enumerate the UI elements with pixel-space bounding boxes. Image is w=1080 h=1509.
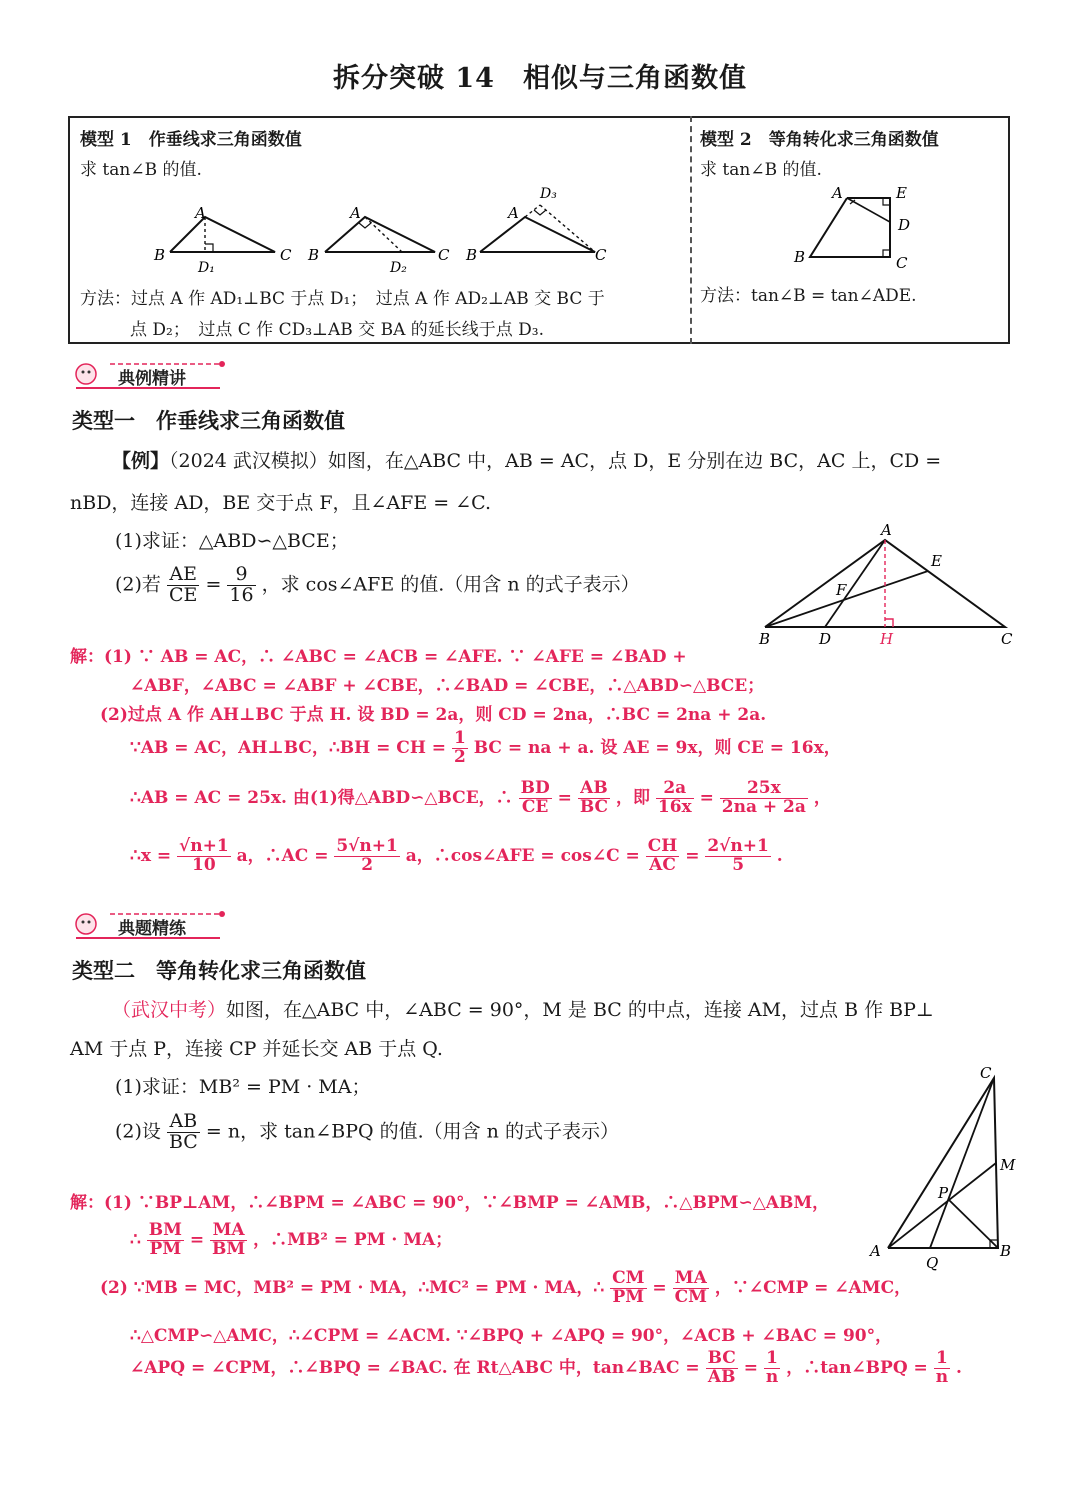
problem2-source: （武汉中考） (112, 999, 227, 1021)
m1f2-label-B: B (308, 246, 320, 264)
m2-label-B: B (794, 248, 806, 266)
sol1-frac-ab-bc (578, 780, 610, 817)
ex-label-D: D (819, 630, 832, 648)
m1f1-label-C: C (280, 246, 292, 264)
q2-frac2-den: 16 (229, 583, 254, 606)
frac-den: 2 (453, 746, 466, 767)
m1f3-label-C: C (595, 246, 607, 264)
frac-den: PM (149, 1238, 182, 1259)
sol1-l6a: ∴x = (130, 845, 172, 866)
sol2-line5 (130, 1350, 962, 1387)
ex-label-H: H (880, 630, 894, 648)
example-tag: 【例】 (112, 450, 170, 472)
p2-label-B: B (1000, 1242, 1012, 1260)
ex-label-C: C (1001, 630, 1013, 648)
example-figure (755, 520, 1035, 650)
sol2-line1: 解：(1) ∵BP⊥AM，∴∠BPM = ∠ABC = 90°，∵∠BMP = ∠AMB，∴△BPM∽△ABM， (70, 1193, 830, 1213)
frac-num: √n+1 (179, 836, 229, 856)
frac-num: BD (520, 778, 550, 798)
sol1-line3: (2)过点 A 作 AH⊥BC 于点 H. 设 BD = 2a，则 CD = 2na，∴BC = 2na + 2a. (100, 705, 767, 725)
section1-badge (70, 360, 230, 390)
sol1-l5a: ∴AB = AC = 25x. 由(1)得△ABD∽△BCE，∴ (130, 787, 513, 808)
sol1-frac-2a-16x (656, 780, 694, 817)
model1-figure-3 (465, 186, 607, 264)
frac-num: 5√n+1 (336, 836, 398, 856)
frac-den: 16x (657, 796, 692, 817)
p2-label-P: P (938, 1184, 949, 1202)
q2-pre: (2)设 (115, 1120, 161, 1143)
section1-type-heading: 类型一 作垂线求三角函数值 (72, 408, 345, 433)
model1-heading: 模型 1 作垂线求三角函数值 (80, 130, 302, 150)
model1-prompt: 求 tan∠B 的值. (80, 160, 202, 180)
frac-num: 1 (934, 1350, 950, 1369)
frac-num: BC (707, 1348, 736, 1368)
q2-frac2-num: 9 (227, 565, 255, 586)
m2-label-C: C (896, 254, 908, 272)
sol2-l3b: ，∵∠CMP = ∠AMC， (714, 1277, 912, 1298)
sol1-frac-half (452, 730, 468, 767)
frac-num: AB (578, 780, 610, 799)
sol1-line4 (130, 730, 841, 767)
frac-den: n (765, 1366, 779, 1387)
m1f3-label-B: B (466, 246, 478, 264)
eq: = (189, 1229, 205, 1250)
frac-num: BM (148, 1220, 182, 1240)
model-divider (690, 116, 692, 344)
frac-num: 25x (720, 780, 808, 799)
frac-den: AC (649, 854, 676, 875)
sol2-line3 (100, 1270, 911, 1307)
model1-figures (140, 180, 620, 280)
model2-prompt: 求 tan∠B 的值. (700, 160, 822, 180)
sol1-frac-ch-ac (646, 838, 680, 875)
sol2-l5c: . (956, 1357, 962, 1378)
frac-den: AB (707, 1366, 736, 1387)
frac-num: CH (647, 836, 678, 856)
sol2-frac-ma-cm (673, 1270, 709, 1307)
q2-frac-num: AE (167, 565, 199, 586)
sol2-l2b: ，∴MB² = PM · MA； (253, 1229, 453, 1250)
ex-label-B: B (759, 630, 771, 648)
problem2-q2 (115, 1112, 619, 1153)
section2-badge (70, 910, 230, 940)
p2-label-M: M (1000, 1156, 1016, 1174)
eq: = (685, 845, 700, 866)
sol1-l6c: a，∴cos∠AFE = cos∠C = (405, 845, 640, 866)
problem2-figure (860, 1060, 1030, 1275)
m1f3-label-D3: D₃ (540, 186, 557, 202)
sol2-frac-bm-pm (147, 1222, 184, 1259)
frac-num: 1 (453, 728, 466, 748)
problem2-q1: (1)求证：MB² = PM · MA； (115, 1076, 371, 1098)
m1f2-label-A: A (350, 204, 361, 222)
frac-num: MA (210, 1222, 247, 1241)
model1-method-line2: 点 D₂； 过点 C 作 CD₃⊥AB 交 BA 的延长线于点 D₃. (130, 320, 545, 340)
frac-den: CE (521, 796, 549, 817)
sol1-frac-ac (334, 838, 399, 875)
frac-den: BC (579, 796, 609, 817)
frac-num: 1 (764, 1350, 780, 1369)
sol2-frac-cm-pm (610, 1270, 646, 1307)
sol2-frac-1-n (764, 1350, 780, 1387)
sol2-l2a: ∴ (130, 1229, 141, 1250)
m1f2-label-D2: D₂ (390, 260, 407, 276)
p2-label-Q: Q (926, 1254, 939, 1272)
frac-den: 2na + 2a (721, 796, 806, 817)
ex-label-E: E (931, 552, 942, 570)
example-line2: nBD，连接 AD，BE 交于点 F，且∠AFE = ∠C. (70, 492, 492, 514)
m2-label-D: D (898, 216, 911, 234)
frac-den: 5 (732, 854, 745, 875)
frac-num: MA (673, 1270, 709, 1289)
sol1-line6 (130, 838, 783, 875)
sol1-frac-x (177, 838, 231, 875)
model2-heading: 模型 2 等角转化求三角函数值 (700, 130, 939, 150)
model1-figure-2 (307, 204, 450, 276)
m1f1-label-D1: D₁ (198, 260, 215, 276)
frac-num: 2√n+1 (707, 836, 769, 856)
sol1-l5b: ，即 (615, 787, 650, 808)
m1f1-label-B: B (154, 246, 166, 264)
q2-post: = n，求 tan∠BPQ 的值.（用含 n 的式子表示） (205, 1120, 619, 1143)
example-line1 (112, 446, 941, 473)
model2-method: 方法：tan∠B = tan∠ADE. (700, 286, 917, 306)
sol1-l6b: a，∴AC = (236, 845, 329, 866)
eq: = (699, 787, 714, 808)
eq: = (743, 1357, 758, 1378)
problem2-text1: 如图，在△ABC 中，∠ABC = 90°，M 是 BC 的中点，连接 AM，过点 B 作 BP⊥ (226, 999, 934, 1021)
sol2-l5a: ∠APQ = ∠CPM，∴∠BPQ = ∠BAC. 在 Rt△ABC 中，tan∠BAC = (130, 1357, 700, 1378)
frac-num: CM (612, 1268, 645, 1288)
sol2-line4: ∴△CMP∽△AMC，∴∠CPM = ∠ACM. ∵∠BPQ + ∠APQ = 90°，∠ACB + ∠BAC = 90°， (130, 1326, 893, 1346)
frac-num: AB (167, 1112, 200, 1133)
section1-badge-label: 典例精讲 (118, 369, 186, 389)
p2-label-A: A (870, 1242, 881, 1260)
q2-frac-ab-bc (167, 1112, 200, 1153)
m1f2-label-C: C (438, 246, 450, 264)
sol1-l5c: ， (813, 787, 831, 808)
sol1-l4a: ∵AB = AC，AH⊥BC，∴BH = CH = (130, 737, 447, 758)
m1f3-label-A: A (508, 204, 519, 222)
sol1-frac-bd-ce (519, 780, 552, 817)
model1-figure-1 (153, 204, 292, 276)
q2-eq: = (205, 573, 222, 596)
frac-den: BM (212, 1238, 246, 1259)
frac-den: CM (674, 1286, 707, 1307)
sol1-frac-25x (720, 780, 808, 817)
page-title: 拆分突破 14 相似与三角函数值 (333, 63, 747, 94)
sol2-l5b: ，∴tan∠BPQ = (786, 1357, 928, 1378)
q2-frac-ae-ce (167, 565, 199, 606)
ex-label-F: F (836, 581, 847, 599)
example-q2 (115, 565, 640, 606)
model2-figure (780, 180, 930, 280)
section2-type-heading: 类型二 等角转化求三角函数值 (72, 958, 366, 983)
section2-badge-label: 典题精练 (118, 919, 186, 939)
q2-frac-den: CE (168, 583, 198, 606)
frac-den: 10 (192, 854, 216, 875)
sol2-frac-result (934, 1350, 950, 1387)
frac-den: BC (168, 1130, 198, 1153)
ex-label-A: A (881, 521, 892, 539)
m2-label-A: A (832, 184, 843, 202)
q2-post: ，求 cos∠AFE 的值.（用含 n 的式子表示） (261, 573, 640, 596)
sol1-line2: ∠ABF，∠ABC = ∠ABF + ∠CBE，∴∠BAD = ∠CBE，∴△ABD∽△BCE； (130, 676, 765, 696)
q2-pre: (2)若 (115, 573, 161, 596)
frac-den: 2 (361, 854, 374, 875)
sol1-frac-result (705, 838, 770, 875)
eq: = (652, 1277, 667, 1298)
problem2-line1 (112, 995, 934, 1022)
m1f1-label-A: A (195, 204, 206, 222)
model1-method-line1: 方法：过点 A 作 AD₁⊥BC 于点 D₁； 过点 A 作 AD₂⊥AB 交 BC 于 (80, 289, 605, 309)
sol1-l6d: . (776, 845, 783, 866)
sol2-line2 (130, 1222, 452, 1259)
sol1-line5 (130, 780, 831, 817)
sol1-line1: 解：(1) ∵ AB = AC，∴ ∠ABC = ∠ACB = ∠AFE. ∵ ∠AFE = ∠BAD + (70, 647, 687, 667)
example-q1: (1)求证：△ABD∽△BCE； (115, 530, 349, 552)
p2-label-C: C (980, 1064, 992, 1082)
sol2-frac-ma-bm (210, 1222, 247, 1259)
m2-label-E: E (896, 184, 907, 202)
eq: = (557, 787, 572, 808)
sol2-l3a: (2) ∵MB = MC，MB² = PM · MA，∴MC² = PM · MA，∴ (100, 1277, 605, 1298)
problem2-line2: AM 于点 P，连接 CP 并延长交 AB 于点 Q. (70, 1038, 443, 1060)
frac-den: PM (612, 1286, 645, 1307)
sol2-frac-bc-ab (706, 1350, 738, 1387)
sol1-l4b: BC = na + a. 设 AE = 9x，则 CE = 16x， (473, 737, 841, 758)
frac-den: n (935, 1366, 949, 1387)
frac-num: 2a (656, 780, 694, 799)
q2-frac-9-16 (227, 565, 255, 606)
example-text1: （2024 武汉模拟）如图，在△ABC 中，AB = AC，点 D，E 分别在边 BC，AC 上，CD = (169, 450, 942, 472)
